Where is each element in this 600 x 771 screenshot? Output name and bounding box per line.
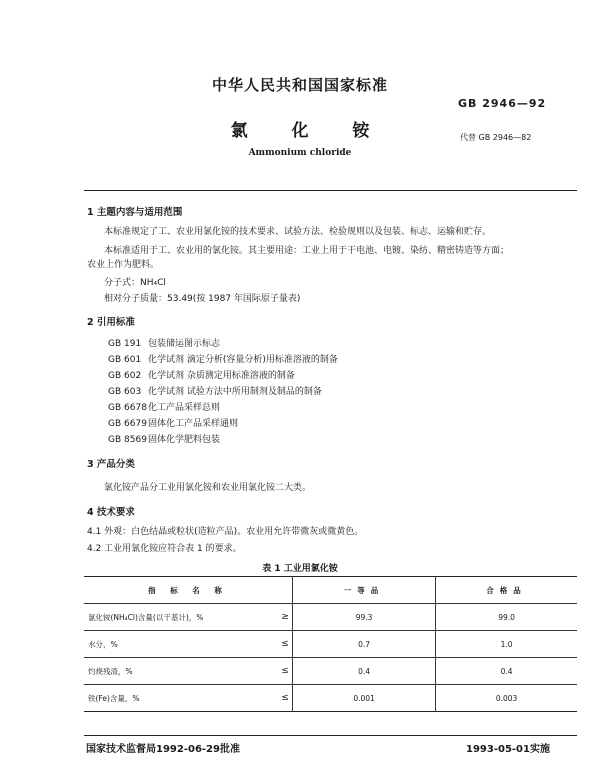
table-header-row xyxy=(84,577,577,604)
english-title: Ammonium chloride xyxy=(248,148,352,158)
comparison-symbol: ≤ xyxy=(278,658,293,685)
section-3-heading: 3 产品分类 xyxy=(87,459,135,470)
approval-date: 国家技术监督局1992-06-29批准 xyxy=(86,744,240,755)
table-1-caption: 表 1 工业用氯化铵 xyxy=(262,564,338,574)
section-1-paragraph-2-cont: 农业上作为肥料。 xyxy=(87,260,160,270)
indicator-name: 氯化铵(NH₄Cl)含量(以干基计)，% xyxy=(84,604,278,631)
header-divider xyxy=(84,190,577,191)
table-row xyxy=(84,658,577,685)
header-qualified: 合格品 xyxy=(436,577,577,604)
indicator-name: 水分，% xyxy=(84,631,278,658)
indicator-name: 铁(Fe)含量，% xyxy=(84,685,278,712)
replaces-standard: 代替 GB 2946—82 xyxy=(460,133,532,142)
reference-item: GB 6678化工产品采样总则 xyxy=(108,403,221,413)
reference-item: GB 6679固体化工产品采样通则 xyxy=(108,419,239,429)
reference-item: GB 8569固体化学肥料包装 xyxy=(108,435,221,445)
section-2-heading: 2 引用标准 xyxy=(87,317,135,328)
qualified-value: 0.4 xyxy=(436,658,577,685)
effective-date: 1993-05-01实施 xyxy=(466,744,550,755)
table-row xyxy=(84,604,577,631)
header-first-grade: 一等品 xyxy=(293,577,436,604)
comparison-symbol: ≥ xyxy=(278,604,293,631)
molecular-formula: 分子式：NH₄Cl xyxy=(104,278,166,288)
qualified-value: 99.0 xyxy=(436,604,577,631)
section-3-paragraph: 氯化铵产品分工业用氯化铵和农业用氯化铵二大类。 xyxy=(104,483,312,493)
reference-item: GB 602 化学试剂 杂质测定用标准溶液的制备 xyxy=(108,371,295,381)
first-grade-value: 0.7 xyxy=(293,631,436,658)
section-1-paragraph-1: 本标准规定了工、农业用氯化铵的技术要求、试验方法、检验规则以及包装、标志、运输和贮存。 xyxy=(104,227,492,237)
footer-divider xyxy=(84,735,577,736)
clause-4-2: 4.2 工业用氯化铵应符合表 1 的要求。 xyxy=(87,544,242,554)
reference-item: GB 603 化学试剂 试验方法中所用制剂及制品的制备 xyxy=(108,387,322,397)
qualified-value: 0.003 xyxy=(436,685,577,712)
standard-number: GB 2946—92 xyxy=(458,97,547,110)
qualified-value: 1.0 xyxy=(436,631,577,658)
first-grade-value: 0.4 xyxy=(293,658,436,685)
reference-item: GB 601 化学试剂 滴定分析(容量分析)用标准溶液的制备 xyxy=(108,355,338,365)
first-grade-value: 99.3 xyxy=(293,604,436,631)
section-1-paragraph-2: 本标准适用于工、农业用的氯化铵。其主要用途：工业上用于干电池、电镀、染纺、精密铸造等方面； xyxy=(104,246,510,256)
document-title: 氯 化 铵 xyxy=(230,121,370,141)
indicator-name: 灼烧残渣，% xyxy=(84,658,278,685)
table-row xyxy=(84,631,577,658)
table-row xyxy=(84,685,577,712)
table-1 xyxy=(84,576,577,712)
first-grade-value: 0.001 xyxy=(293,685,436,712)
section-1-heading: 1 主题内容与适用范围 xyxy=(87,207,183,218)
national-standard-title: 中华人民共和国国家标准 xyxy=(211,76,388,94)
clause-4-1: 4.1 外观：白色结晶或粒状(造粒产品)。农业用允许带微灰或微黄色。 xyxy=(87,527,364,537)
reference-item: GB 191 包装储运图示标志 xyxy=(108,339,221,349)
section-4-heading: 4 技术要求 xyxy=(87,507,135,518)
molecular-mass: 相对分子质量：53.49(按 1987 年国际原子量表) xyxy=(104,294,301,304)
comparison-symbol: ≤ xyxy=(278,685,293,712)
header-indicator-name: 指 标 名 称 xyxy=(148,585,228,595)
comparison-symbol: ≤ xyxy=(278,631,293,658)
